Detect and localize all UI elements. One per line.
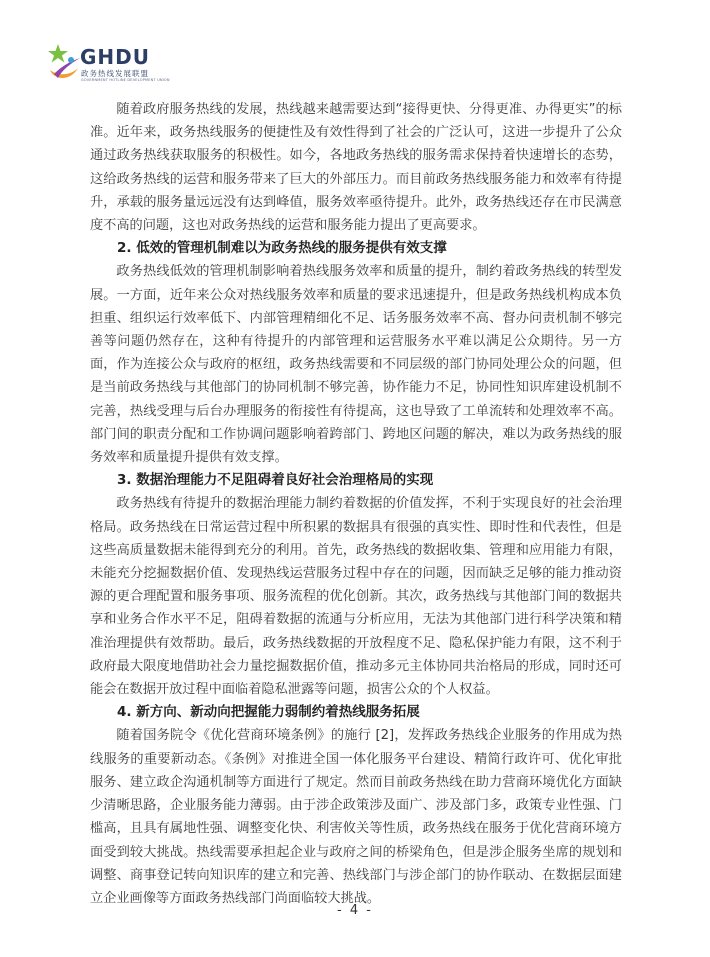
section-heading-3: 3. 数据治理能力不足阻碍着良好社会治理格局的实现 xyxy=(117,472,434,489)
header xyxy=(44,40,204,84)
ghdu-logo-icon xyxy=(44,40,84,84)
section-heading-4: 4. 新方向、新动向把握能力弱制约着热线服务拓展 xyxy=(117,704,420,721)
intro-paragraph: 随着政府服务热线的发展，热线越来越需要达到“接得更快、分得更准、办得更实”的标准。近年来，政务热线服务的便捷性及有效性得到了社会的广泛认可，这进一步提升了公众通过政务热线获取服务的积极性。如今，各地政务热线的服务需求保持着快速增长的态势，这给政务热线的运营和服务带来了巨大的外部压力。而目前政务热线服务能力和效率有待提升，承载的服务量远远没有达到峰值，服务效率亟待提升。此外，政务热线还存在市民满意度不高的问题，这也对政务热线的运营和服务能力提出了更高要求。 xyxy=(90,102,622,234)
logo-wordmark: GHDU xyxy=(80,45,150,69)
logo-subtitle-en: GOVERNMENT HOTLINE DEVELOPMENT UNION xyxy=(81,78,170,82)
document-body xyxy=(90,98,622,910)
section-heading-2: 2. 低效的管理机制难以为政务热线的服务提供有效支撑 xyxy=(117,240,447,257)
section-paragraph-4: 随着国务院令《优化营商环境条例》的施行 [2]，发挥政务热线企业服务的作用成为热线服务的重要新动态。《条例》对推进全国一体化服务平台建设、精简行政许可、优化审批服务、建立政企沟通机制等方面进行了规定。然而目前政务热线在助力营商环境优化方面缺少清晰思路，企业服务能力薄弱。由于涉企政策涉及面广、涉及部门多，政策专业性强、门槛高，且具有属地性强、调整变化快、利害攸关等性质，政务热线在服务于优化营商环境方面受到较大挑战。热线需要承担起企业与政府之间的桥梁角色，但是涉企服务坐席的规划和调整、商事登记转向知识库的建立和完善、热线部门与涉企部门的协作联动、在数据层面建立企业画像等方面政务热线部门尚面临较大挑战。 xyxy=(90,728,622,906)
logo-subtitle-cn: 政务热线发展联盟 xyxy=(81,69,149,78)
section-paragraph-3: 政务热线有待提升的数据治理能力制约着数据的价值发挥，不利于实现良好的社会治理格局。政务热线在日常运营过程中所积累的数据具有很强的真实性、即时性和代表性，但是这些高质量数据未能得到充分的利用。首先，政务热线的数据收集、管理和应用能力有限，未能充分挖掘数据价值、发现热线运营服务过程中存在的问题，因而缺乏足够的能力推动资源的更合理配置和服务事项、服务流程的优化创新。其次，政务热线与其他部门间的数据共享和业务合作水平不足，阻碍着数据的流通与分析应用，无法为其他部门进行科学决策和精准治理提供有效帮助。最后，政务热线数据的开放程度不足、隐私保护能力有限，这不利于政府最大限度地借助社会力量挖掘数据价值，推动多元主体协同共治格局的形成，同时还可能会在数据开放过程中面临着隐私泄露等问题，损害公众的个人权益。 xyxy=(90,496,622,698)
section-paragraph-2: 政务热线低效的管理机制影响着热线服务效率和质量的提升，制约着政务热线的转型发展。一方面，近年来公众对热线服务效率和质量的要求迅速提升，但是政务热线机构成本负担重、组织运行效率低下、内部管理精细化不足、话务服务效率不高、督办问责机制不够完善等问题仍然存在，这种有待提升的内部管理和运营服务水平难以满足公众期待。另一方面，作为连接公众与政府的枢纽，政务热线需要和不同层级的部门协同处理公众的问题，但是当前政务热线与其他部门的协同机制不够完善，协作能力不足，协同性知识库建设机制不完善，热线受理与后台办理服务的衔接性有待提高，这也导致了工单流转和处理效率不高。部门间的职责分配和工作协调问题影响着跨部门、跨地区问题的解决，难以为政务热线的服务效率和质量提升提供有效支撑。 xyxy=(90,264,622,466)
page-number: - 4 - xyxy=(337,903,373,918)
